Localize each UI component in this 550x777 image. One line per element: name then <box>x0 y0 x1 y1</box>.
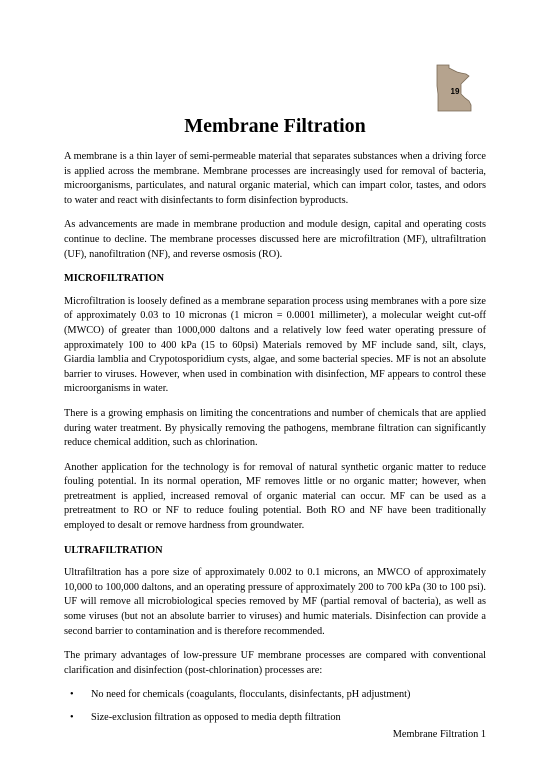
bullet-icon: • <box>70 712 74 723</box>
advantages-list <box>64 688 486 725</box>
page-badge-number: 19 <box>450 87 460 96</box>
document-body <box>64 150 486 734</box>
bullet-icon: • <box>70 689 74 701</box>
microfiltration-paragraph: There is a growing emphasis on limiting the concentrations and number of chemicals that are applied during water treatment. By physically removing the pathogens, membrane filtration can significantly reduce chemical addition, such as chlorination. <box>64 407 486 449</box>
section-heading-microfiltration: MICROFILTRATION <box>64 273 165 285</box>
page-title: Membrane Filtration <box>184 115 366 137</box>
list-item <box>64 711 486 726</box>
microfiltration-paragraph: Another application for the technology is for removal of natural synthetic organic matter to reduce fouling potential. In its normal operation, MF removes little or no organic matter; however, when pretreatment is applied, increased removal of organic material can occur. MF can be used as a pretreatment to RO or NF to reduce fouling potential. Both RO and NF have been traditionally employed to desalt or remove hardness from groundwater. <box>64 461 486 532</box>
section-heading-ultrafiltration: ULTRAFILTRATION <box>64 544 163 556</box>
intro-paragraph: A membrane is a thin layer of semi-permeable material that separates substances when a driving force is applied across the membrane. Membrane processes are increasingly used for removal of bacteria, microorganisms, particulates, and natural organic material, which can impart color, tastes, and odors to water and react with disinfectants to form disinfection byproducts. <box>64 151 486 206</box>
list-item-text: No need for chemicals (coagulants, flocculants, disinfectants, pH adjustment) <box>91 689 411 701</box>
microfiltration-paragraph: Microfiltration is loosely defined as a membrane separation process using membranes with a pore size of approximately 0.03 to 10 micronas (1 micron = 0.0001 millimeter), a molecular weight cut-off (MWCO) of greater than 1000,000 daltons and a relatively low feed water operating pressure of approximately 100 to 400 kPa (15 to 60psi) Materials removed by MF include sand, silt, clays, Giardia lamblia and Crypotosporidium cysts, algae, and some bacterial species. MF is not an absolute barrier to viruses. However, when used in combination with disinfection, MF appears to control these microorganisms in water. <box>64 295 486 395</box>
minnesota-state-icon <box>436 64 472 112</box>
list-item-text: Size-exclusion filtration as opposed to media depth filtration <box>91 712 341 723</box>
ultrafiltration-paragraph: Ultrafiltration has a pore size of approximately 0.002 to 0.1 microns, an MWCO of approximately 10,000 to 100,000 daltons, and an operating pressure of approximately 200 to 700 kPa (30 to 100 psi). UF will remove all microbiological species removed by MF (partial removal of bacteria), as well as some viruses (but not an absolute barrier to viruses) and humic materials. Disinfection can provide a second barrier to contamination and is therefore recommended. <box>64 567 486 637</box>
ultrafiltration-paragraph: The primary advantages of low-pressure UF membrane processes are compared with conventional clarification and disinfection (post-chlorination) processes are: <box>64 650 486 676</box>
page-footer: Membrane Filtration 1 <box>392 729 486 740</box>
list-item <box>64 688 486 703</box>
intro-paragraph: As advancements are made in membrane production and module design, capital and operating costs continue to decline. The membrane processes discussed here are microfiltration (MF), ultrafiltration (UF), nanofiltration (NF), and reverse osmosis (RO). <box>64 219 486 260</box>
